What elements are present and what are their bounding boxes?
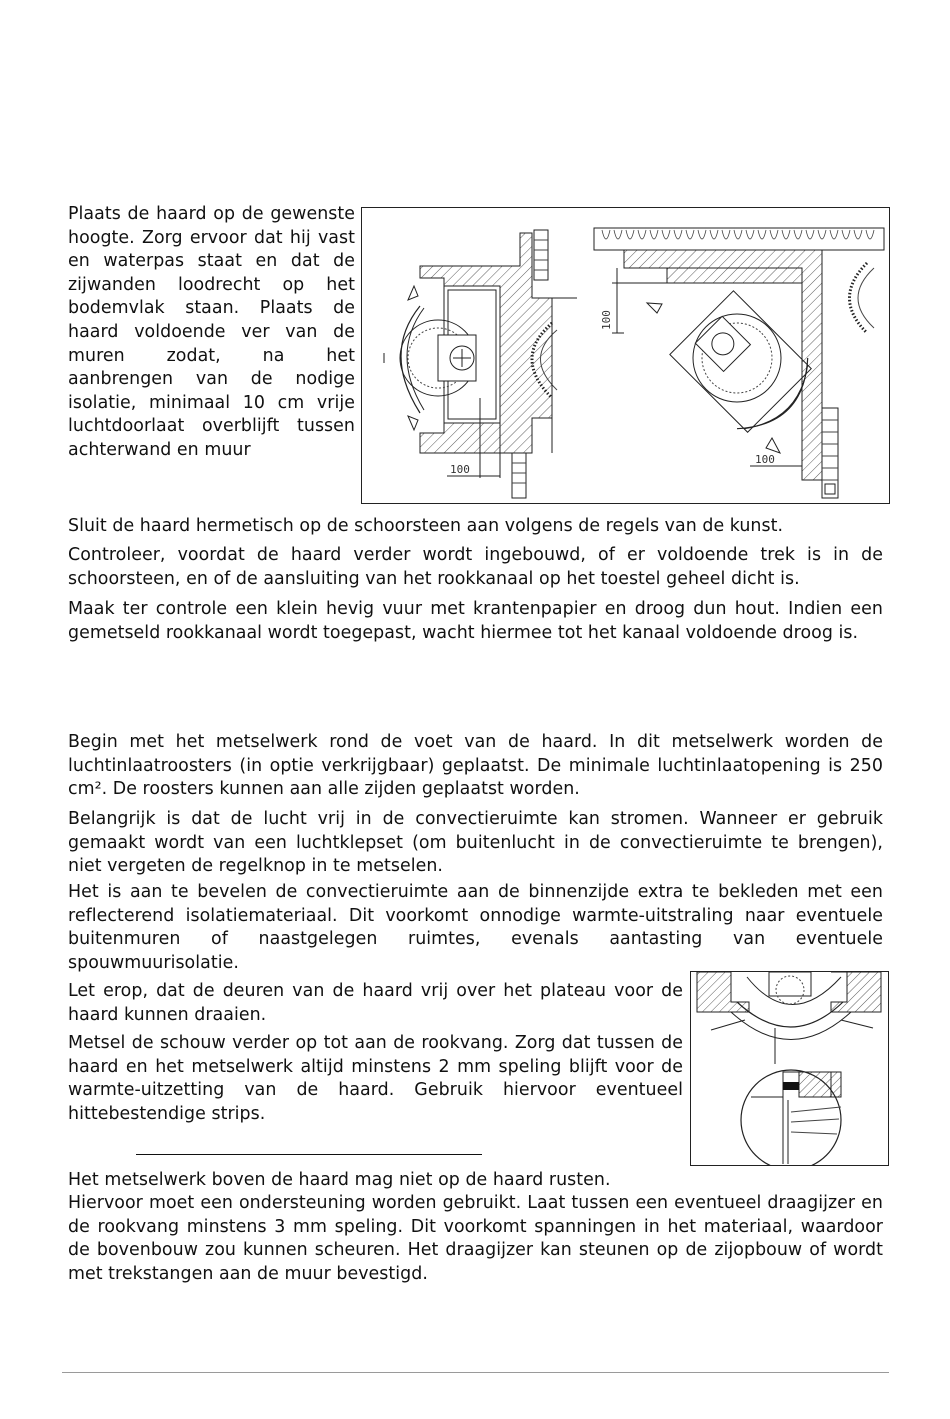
- paragraph-air-flow: Belangrijk is dat de lucht vrij in de convectieruimte kan stromen. Wanneer er gebruik gemaakt wordt van een luchtklepset (om buitenlucht in de convectieruimte te brengen), niet vergeten de regelknop in te metselen.: [68, 809, 883, 877]
- paragraph-doors: Let erop, dat de deuren van de haard vrij over het plateau voor de haard kunnen draaien.: [68, 981, 683, 1025]
- right-plan-view: [594, 228, 884, 498]
- left-plan-view: [384, 230, 577, 498]
- paragraph-connect-chimney: Sluit de haard hermetisch op de schoorsteen aan volgens de regels van de kunst.: [68, 516, 784, 536]
- paragraph-expansion-gap: Metsel de schouw verder op tot aan de rookvang. Zorg dat tussen de haard en het metselwerk altijd minstens 2 mm speling blijft voor de warmte-uitzetting van de haard. Gebruik hiervoor eventueel hittebestendige strips.: [68, 1033, 683, 1124]
- placement-diagram: [361, 207, 890, 504]
- expansion-gap-diagram-svg: [691, 972, 888, 1165]
- right-vertical-dim-label: 100: [600, 310, 613, 330]
- expansion-gap-diagram: [690, 971, 889, 1166]
- intro-paragraph: Plaats de haard op de gewenste hoogte. Zorg ervoor dat hij vast en waterpas staat en dat de zijwanden loodrecht op het bodemvlak staan. Plaats de haard voldoende ver van de muren zodat, na het aanbrengen van de nodige isolatie, minimaal 10 cm vrije luchtdoorlaat overblijft tussen achterwand en muur: [68, 204, 355, 460]
- left-dim-label: 100: [450, 463, 470, 476]
- paragraph-test-fire: Maak ter controle een klein hevig vuur met krantenpapier en droog dun hout. Indien een gemetseld rookkanaal wordt toegepast, wacht hiermee tot het kanaal voldoende droog is.: [68, 599, 883, 643]
- right-dim-label: 100: [755, 453, 775, 466]
- paragraph-no-load-on-fireplace: Het metselwerk boven de haard mag niet op de haard rusten.: [68, 1170, 611, 1190]
- placement-diagram-svg: [362, 208, 889, 503]
- paragraph-support-iron: Hiervoor moet een ondersteuning worden gebruikt. Laat tussen een eventueel draagijzer en de rookvang minstens 3 mm speling. Dit voorkomt spanningen in het materiaal, waardoor de bovenbouw zou kunnen scheuren. Het draagijzer kan steunen op de zijopbouw of wordt met trekstangen aan de muur bevestigd.: [68, 1193, 883, 1284]
- paragraph-check-draft: Controleer, voordat de haard verder wordt ingebouwd, of er voldoende trek is in de schoorsteen, en of de aansluiting van het rookkanaal op het toestel geheel dicht is.: [68, 545, 883, 589]
- paragraph-insulation: Het is aan te bevelen de convectieruimte aan de binnenzijde extra te bekleden met een reflecterend isolatiemateriaal. Dit voorkomt onnodige warmte-uitstraling naar eventuele buitenmuren of naastgelegen ruimtes, evenals aantasting van eventuele spouwmuurisolatie.: [68, 882, 883, 973]
- section-rule: [136, 1154, 482, 1155]
- footer-rule: [62, 1372, 889, 1373]
- paragraph-masonry-base: Begin met het metselwerk rond de voet van de haard. In dit metselwerk worden de luchtinlaatroosters (in optie verkrijgbaar) geplaatst. De minimale luchtinlaatopening is 250 cm². De roosters kunnen aan alle zijden geplaatst worden.: [68, 732, 883, 800]
